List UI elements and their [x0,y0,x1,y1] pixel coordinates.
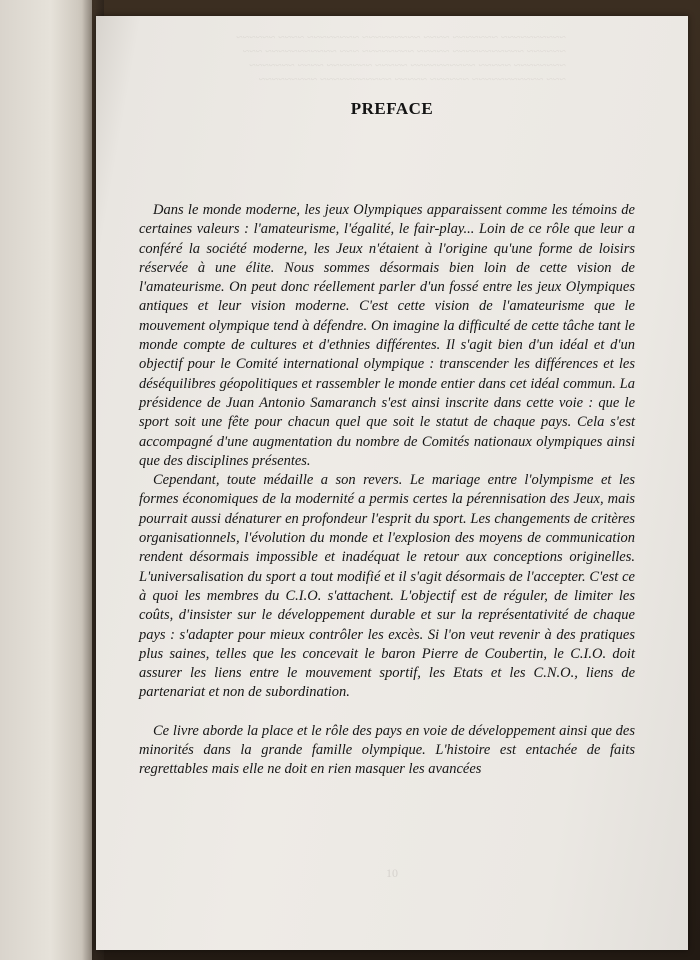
paragraph: Ce livre aborde la place et le rôle des pays en voie de développement ainsi que des minorités dans la grande famille olympique. L'histoire est entachée de faits regrettables mais elle ne doit en rien masquer les avancées [139,722,635,778]
page-number: 10 [386,866,398,880]
show-through-texture: ~~~~~~~~~~ ~~~~~~~ ~~~~ ~~~~~~~~~ ~~~~~~~~ ~~~~ ~~~~~~ ~~~~~~ ~~~~~~~~~~~ ~~~~~ ~~~~~~~~ ~~~ ~~~~~~~~~~~ ~~~ ~~~~~~~~ ~~~~~ ~~~~~~~~~~ ~~~~~ ~~~~~~~ ~~~~ ~~~~~~~ ~~~ ~~~~~~~~~~~ ~~~~~~ ~~~~~ ~~~~~~~~~~~ ~~~~~~~~~ [236,30,566,86]
left-page-edge [0,0,92,960]
paragraph: Cependant, toute médaille a son revers. Le mariage entre l'olympisme et les formes économiques de la modernité a permis certes la pérennisation des Jeux, mais pourrait aussi dénaturer en profondeur l'esprit du sport. Les changements de critères organisationnels, l'évolution du monde et l'explosion des moyens de communication rendent désormais impossible et inadéquat le retour aux conceptions originelles. L'universalisation du sport a tout modifié et il s'agit désormais de l'accepter. C'est ce à quoi les membres du C.I.O. s'attachent. L'objectif est de réguler, de limiter les coûts, d'insister sur le développement durable et sur la représentativité de chaque pays : s'adapter pour mieux contrôler les excès. Si l'on veut revenir à des pratiques plus saines, telles que les concevait le baron Pierre de Coubertin, le C.I.O. doit assurer les liens entre le mouvement sportif, les Etats et les C.N.O., liens de partenariat et non de subordination. [139,472,635,701]
book-page [96,16,688,950]
page-title: PREFACE [350,99,434,118]
paragraph: Dans le monde moderne, les jeux Olympiques apparaissent comme les témoins de certaines valeurs : l'amateurisme, l'égalité, le fair-play... Loin de ce rôle que leur a conféré la société moderne, les Jeux n'étaient à l'origine qu'une forme de loisirs réservée à une élite. Nous sommes désormais bien loin de cette vision de l'amateurisme. On peut donc réellement parler d'un fossé entre les jeux Olympiques antiques et leur vision moderne. C'est cette vision de l'amateurisme que le mouvement olympique tend à défendre. On imagine la difficulté de cette tâche tant le monde compte de cultures et d'ethnies différentes. Il s'agit bien d'un idéal et d'un objectif pour le Comité international olympique : transcender les différences et les déséquilibres géopolitiques et rassembler le monde entier dans cet idéal commun. La présidence de Juan Antonio Samaranch s'est ainsi inscrite dans cette voie : que le sport soit une fête pour chacun quel que soit le statut de chaque pays. Cela s'est accompagné d'une augmentation du nombre de Comités nationaux olympiques ainsi que des disciplines présentes. [139,202,635,469]
body-text [139,201,635,780]
